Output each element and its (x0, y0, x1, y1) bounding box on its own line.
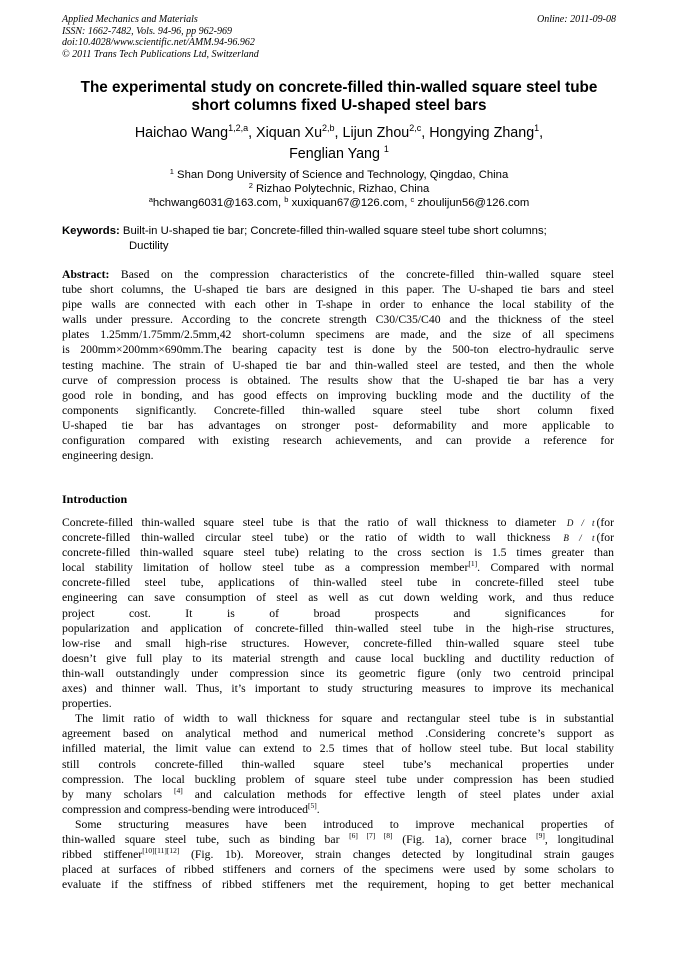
abstract-line: is 200mm×200mm×690mm.The bearing capacity test is done by the 500-ton electro-hydraulic serve (62, 343, 614, 357)
abstract-line: components significantly. Concrete-filled thin-walled square steel tube short column fixed (62, 403, 614, 417)
abstract-line: tube short columns, the U-shaped tie bars are designed in this paper. The U-shaped tie bars and steel (62, 283, 614, 297)
affil-text: Rizhao Polytechnic, Rizhao, China (252, 183, 430, 195)
email-link[interactable]: hchwang6031@163.com, (152, 197, 285, 209)
author-sup: 1 (534, 123, 540, 133)
affiliations (40, 168, 638, 210)
email-sup: b (284, 195, 289, 204)
intro-line (62, 832, 614, 847)
author-sup: 1,2,a (228, 123, 249, 133)
author-line-1 (40, 123, 638, 144)
intro-text: thin-walled square steel tube, such as binding bar (62, 832, 350, 846)
intro-line (62, 530, 614, 545)
math-b-over-t: B / t (563, 533, 595, 544)
intro-line: infilled material, the limit value can extend to 2.5 times that of hollow steel tube. But local stability (62, 742, 614, 756)
intro-line: Some structuring measures have been introduced to improve mechanical properties of (75, 817, 614, 831)
intro-line (62, 515, 614, 530)
abstract-line: pipe walls are connected with each other in T-shape in order to enhance the local stability of the (62, 298, 614, 312)
math-d-over-t: D / t (566, 518, 595, 528)
introduction-body (62, 515, 614, 892)
citation-ref[interactable]: [4] (174, 785, 183, 795)
citation-ref[interactable]: [1] (468, 559, 478, 569)
introduction-heading: Introduction (62, 492, 128, 506)
author-name: Haichao Wang (134, 125, 229, 141)
citation-ref[interactable]: [5] (308, 800, 317, 810)
intro-text: local stability limitation of hollow steel tube as a compression member (62, 561, 469, 575)
intro-line: still controls concrete-filled thin-walled square steel tube’s mechanical properties under (62, 757, 614, 771)
online-date: Online: 2011-09-08 (537, 14, 616, 25)
intro-line (62, 847, 614, 862)
intro-line: doesn’t give full play to its material strength and cause local buckling and ductility reduction of (62, 651, 614, 665)
abstract-line: curve of compression process is obtained. The results show that the U-shaped tie bar has a very (62, 373, 614, 387)
intro-line: concrete-filled thin-walled square steel tube) relating to the cross section is 1.5 times greater than (62, 546, 614, 560)
abstract-line: engineering design. (62, 449, 154, 463)
intro-line: project cost. It is of broad prospects and significances for (62, 606, 614, 620)
citation-ref[interactable]: [6] [7] [8] (349, 830, 393, 840)
keywords-line-2: Ductility (129, 239, 169, 252)
email-link[interactable]: xuxiquan67@126.com, (288, 197, 411, 209)
author-name: , Lijun Zhou (334, 125, 410, 141)
intro-text: . Compared with normal (477, 561, 614, 575)
email-sup: c (410, 195, 415, 204)
author-list (40, 123, 638, 165)
author-sup: 1 (383, 144, 389, 154)
intro-line (62, 560, 614, 575)
keywords (62, 224, 622, 253)
author-sup: 2,c (409, 123, 422, 133)
intro-line: concrete-filled steel tube, applications of thin-walled steel tube in concrete-filled steel tube (62, 576, 614, 590)
author-sup: 2,b (322, 123, 335, 133)
intro-line: thin-wall outstandingly under compression since its geometric figure (only two centroid principal (62, 666, 614, 680)
author-name: , Hongying Zhang (421, 125, 535, 141)
affil-sup: 2 (248, 181, 253, 190)
intro-text: and calculation methods for effective length of steel plates under axial (182, 787, 614, 801)
affil-sup: 1 (169, 167, 174, 176)
intro-text: by many scholars (62, 787, 175, 801)
doi-line[interactable]: doi:10.4028/www.scientific.net/AMM.94-96.962 (62, 37, 255, 48)
title-line-2: short columns fixed U-shaped steel bars (191, 97, 487, 114)
abstract-line: walls under pressure. According to the concrete strength C30/C35/C40 and the thickness of the steel (62, 313, 614, 327)
abstract-text: Based on the compression characteristics of the concrete-filled thin-walled square steel (109, 268, 614, 281)
intro-line: low-rise and small high-rise structures. However, concrete-filled thin-walled square steel tube (62, 636, 614, 650)
intro-text: . (316, 802, 320, 816)
intro-text: (Fig. 1a), corner brace (392, 832, 537, 846)
intro-line: engineering can save consumption of steel as well as cut down welding work, and thus reduce (62, 591, 614, 605)
journal-header (62, 14, 259, 60)
intro-text: (for (596, 516, 614, 529)
author-name: , Xiquan Xu (248, 125, 323, 141)
citation-ref[interactable]: [10][11][12] (142, 846, 180, 856)
author-separator: , (539, 125, 544, 141)
keywords-line-1 (62, 224, 622, 239)
intro-line: placed at surfaces of ribbed stiffeners and corners of the specimens were used by some scholars to (62, 863, 614, 877)
intro-line: axes) and thinner wall. Thus, it’s important to study structuring measures to improve its mechanical (62, 682, 614, 696)
abstract-line (62, 267, 614, 282)
journal-name: Applied Mechanics and Materials (62, 14, 198, 25)
abstract-label: Abstract: (62, 268, 110, 281)
intro-text: (Fig. 1b). Moreover, strain changes detected by longitudinal strain gauges (179, 848, 614, 862)
email-line (40, 196, 638, 210)
intro-text: (for (596, 531, 615, 545)
intro-line: agreement based on analytical method and numerical method .Considering concrete’s support as (62, 727, 614, 741)
email-link[interactable]: zhoulijun56@126.com (414, 197, 530, 209)
intro-text: compression and compress-bending were introduced (62, 802, 309, 816)
keywords-label: Keywords: (62, 225, 120, 237)
intro-line: compression. The local buckling problem of square steel tube under compression has been studied (62, 772, 614, 786)
intro-text: Concrete-filled thin-walled square steel tube is that the ratio of wall thickness to diameter (62, 516, 565, 529)
intro-text: ribbed stiffener (62, 848, 143, 862)
intro-line: The limit ratio of width to wall thickness for square and rectangular steel tube is in substantial (75, 712, 614, 726)
email-sup: a (148, 195, 153, 204)
abstract-line: U-shaped tie bar has advantages on stronger post- deformability and more applicable to (62, 418, 614, 432)
author-name: Fenglian Yang (289, 146, 384, 162)
intro-line: evaluate if the stiffness of ribbed stiffeners met the requirement, hoping to get better mechanical (62, 878, 614, 892)
keywords-text: Built-in U-shaped tie bar; Concrete-filled thin-walled square steel tube short columns; (119, 225, 547, 237)
intro-line (62, 787, 614, 802)
abstract-line: testing machine. The strain of U-shaped tie bar and thin-walled steel are tested, and then the whole (62, 358, 614, 372)
intro-line: popularization and application of concrete-filled thin-walled steel tube in the high-rise structures, (62, 621, 614, 635)
abstract-line: plates 1.25mm/1.75mm/2.5mm,42 short-column specimens are made, and the size of all specimens (62, 328, 614, 342)
intro-line: properties. (62, 697, 112, 711)
affiliation-1 (40, 168, 638, 182)
intro-text: , longitudinal (544, 832, 614, 846)
copyright-line: © 2011 Trans Tech Publications Ltd, Switzerland (62, 48, 259, 60)
intro-line (62, 802, 614, 817)
paper-title (40, 79, 638, 115)
intro-text: concrete-filled thin-walled circular steel tube) or the ratio of width to wall thickness (62, 531, 562, 545)
abstract-line: configuration compared with existing research achievements, and can provide a reference for (62, 434, 614, 448)
author-line-2 (40, 144, 638, 165)
affil-text: Shan Dong University of Science and Technology, Qingdao, China (173, 169, 509, 181)
citation-ref[interactable]: [9] (536, 830, 545, 840)
title-line-1: The experimental study on concrete-filled thin-walled square steel tube (80, 79, 598, 96)
affiliation-2 (40, 182, 638, 196)
abstract (62, 267, 614, 463)
issn-line: ISSN: 1662-7482, Vols. 94-96, pp 962-969 (62, 25, 232, 37)
abstract-line: good role in bonding, and has good effects on improving buckling mode and the ductility of the (62, 388, 614, 402)
